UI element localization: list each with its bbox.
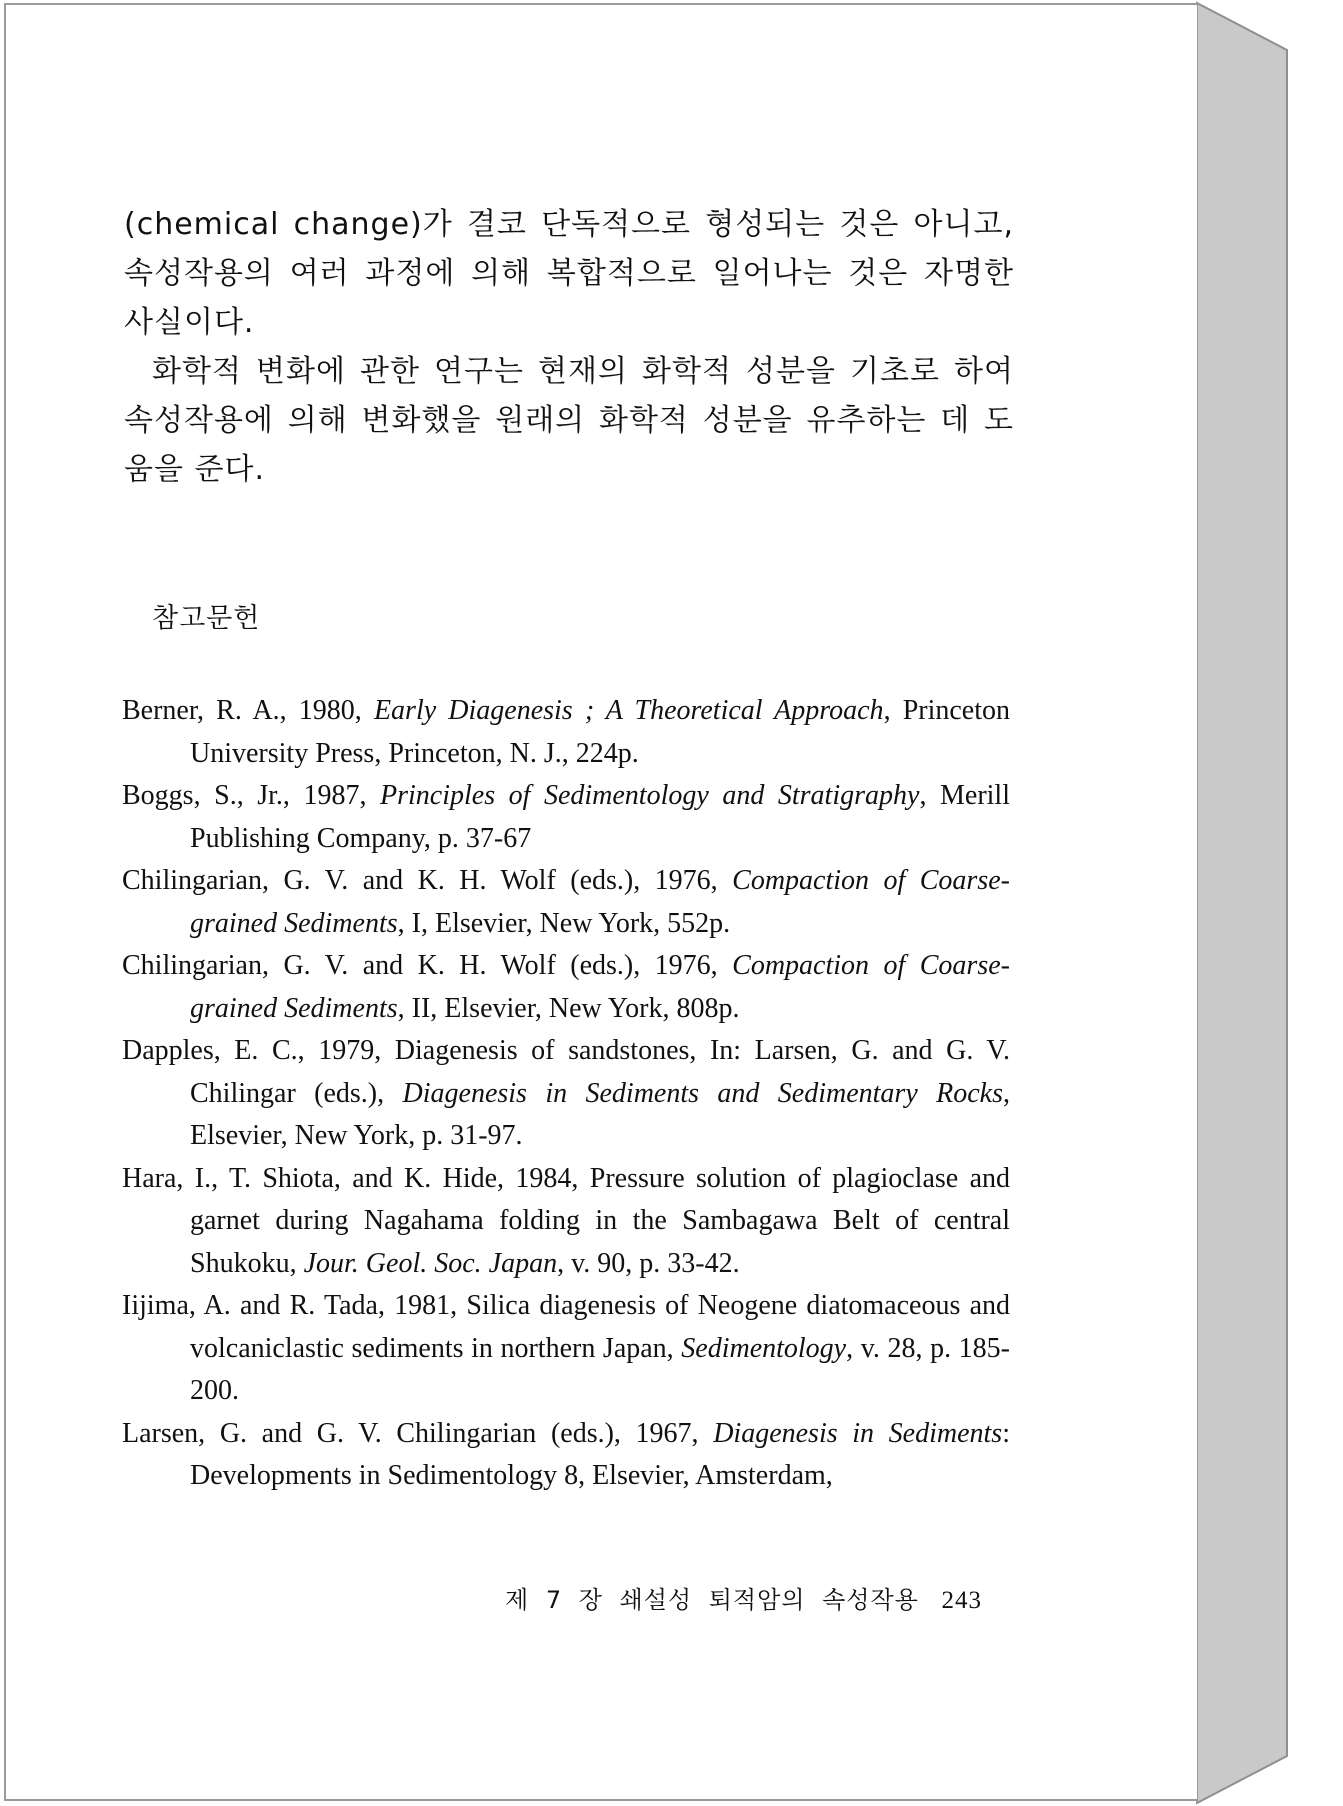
reference-title: Compaction of Coarse-grained Sediments (190, 865, 1010, 939)
reference-authors: Larsen, G. and G. V. Chilingarian (eds.), 1967, (122, 1417, 714, 1449)
body-paragraph-1: (chemical change)가 결코 단독적으로 형성되는 것은 아니고, 속성작용의 여러 과정에 의해 복합적으로 일어나는 것은 자명한 사실이다. (124, 207, 1014, 340)
reference-title: Early Diagenesis ; A Theoretical Approach (373, 695, 884, 726)
reference-title: Compaction of Coarse-grained Sediments (190, 950, 1010, 1024)
chapter-title: 쇄설성 퇴적암의 속성작용 (619, 1586, 919, 1614)
reference-title: Sedimentology (681, 1332, 847, 1364)
reference-authors: Boggs, S., Jr., 1987, (122, 780, 380, 811)
page-number: 243 (941, 1587, 982, 1614)
reference-title: Diagenesis in Sediments (713, 1417, 1003, 1449)
reference-publisher: , Princeton University Press, Princeton, N. J., 224p. (190, 695, 1011, 769)
reference-item (122, 860, 1010, 945)
reference-authors: Iijima, A. and R. Tada, 1981, Silica diagenesis of Neogene diatomaceous and volcaniclastic sediments in northern Japan, (122, 1290, 1010, 1364)
reference-item (122, 775, 1010, 860)
reference-item (122, 1158, 1010, 1286)
reference-authors: Berner, R. A., 1980, (122, 695, 374, 726)
reference-authors: Chilingarian, G. V. and K. H. Wolf (eds.), 1976, (122, 865, 733, 896)
reference-publisher: , v. 28, p. 185-200. (190, 1332, 1010, 1406)
reference-authors: Hara, I., T. Shiota, and K. Hide, 1984, Pressure solution of plagioclase and garnet during Nagahama folding in the Sambagawa Belt of central Shukoku, (122, 1162, 1010, 1279)
reference-item (122, 1413, 1010, 1498)
reference-publisher: , Merill Publishing Company, p. 37-67 (190, 780, 1010, 854)
reference-publisher: , I, Elsevier, New York, 552p. (397, 907, 731, 939)
body-text (124, 200, 1014, 494)
reference-item (122, 690, 1010, 775)
reference-publisher: , Elsevier, New York, p. 31-97. (190, 1077, 1010, 1151)
reference-authors: Dapples, E. C., 1979, Diagenesis of sandstones, In: Larsen, G. and G. V. Chilingar (eds.), (122, 1035, 1010, 1109)
reference-publisher: , II, Elsevier, New York, 808p. (397, 992, 740, 1024)
reference-item (122, 1030, 1010, 1158)
references-list (122, 690, 1010, 1498)
reference-title: Jour. Geol. Soc. Japan (303, 1247, 558, 1279)
references-heading: 참고문헌 (152, 603, 261, 634)
reference-publisher: : Developments in Sedimentology 8, Elsevier, Amsterdam, (190, 1417, 1010, 1491)
reference-title: Diagenesis in Sediments and Sedimentary Rocks (402, 1077, 1003, 1109)
page-footer (505, 1580, 982, 1615)
reference-title: Principles of Sedimentology and Stratigraphy (380, 780, 920, 811)
body-paragraph-2: 화학적 변화에 관한 연구는 현재의 화학적 성분을 기초로 하여 속성작용에 의해 변화했을 원래의 화학적 성분을 유추하는 데 도움을 준다. (124, 354, 1014, 487)
chapter-label: 제 7 장 (505, 1586, 603, 1614)
reference-item (122, 945, 1010, 1030)
reference-item (122, 1285, 1010, 1413)
reference-publisher: , v. 90, p. 33-42. (557, 1247, 740, 1279)
reference-authors: Chilingarian, G. V. and K. H. Wolf (eds.), 1976, (122, 950, 733, 981)
